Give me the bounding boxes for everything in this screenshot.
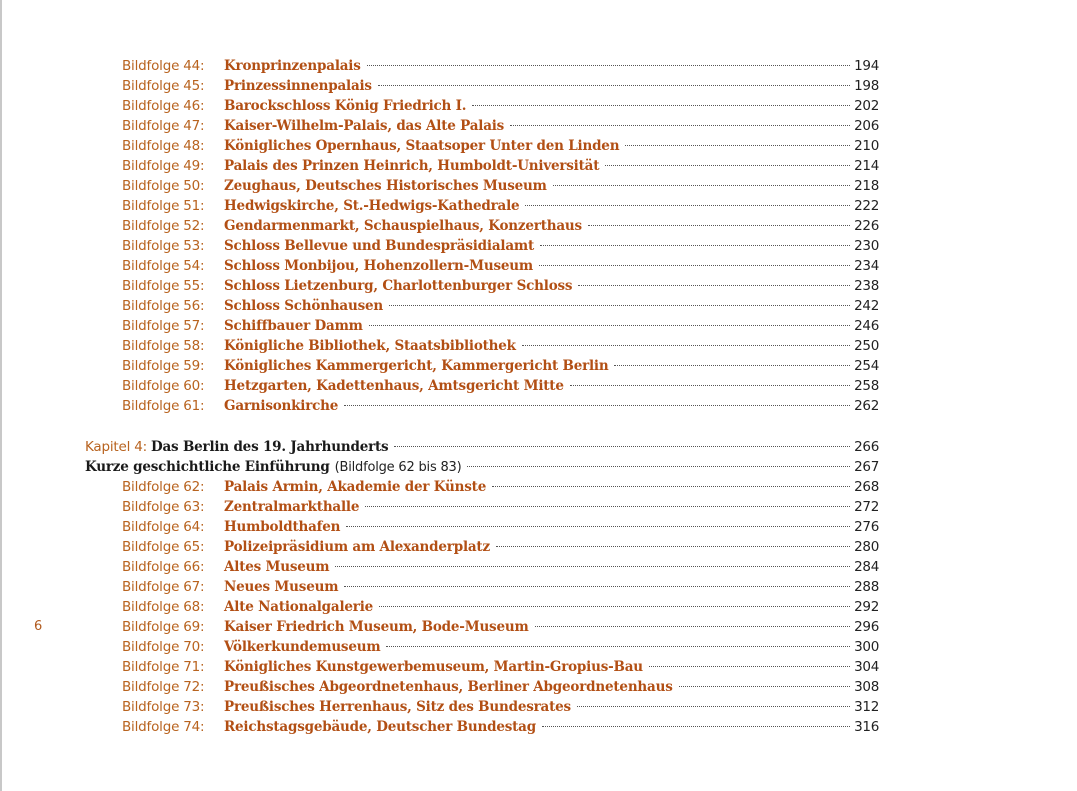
toc-entry[interactable] (122, 236, 879, 256)
dot-leader (496, 546, 850, 547)
entry-number: Bildfolge 56: (122, 298, 205, 314)
entry-page: 284 (854, 559, 879, 575)
dot-leader (588, 225, 850, 226)
entry-title: Königliches Kunstgewerbemuseum, Martin-Gropius-Bau (224, 659, 643, 675)
entry-page: 230 (854, 238, 879, 254)
entry-number: Bildfolge 57: (122, 318, 205, 334)
entry-page: 276 (854, 519, 879, 535)
entry-page: 308 (854, 679, 879, 695)
dot-leader (510, 125, 850, 126)
toc-entry[interactable] (122, 176, 879, 196)
toc-chapter-entry[interactable] (85, 437, 879, 457)
entry-title: Hedwigskirche, St.-Hedwigs-Kathedrale (224, 198, 520, 214)
entry-title: Prinzessinnenpalais (224, 78, 372, 94)
entry-number: Bildfolge 71: (122, 659, 205, 675)
entry-page: 194 (854, 58, 879, 74)
toc-entry[interactable] (122, 56, 879, 76)
toc-entry[interactable] (122, 316, 879, 336)
entry-number: Bildfolge 72: (122, 679, 205, 695)
entry-title: Kaiser-Wilhelm-Palais, das Alte Palais (224, 118, 505, 134)
entry-number: Bildfolge 52: (122, 218, 205, 234)
toc-entry[interactable] (122, 356, 879, 376)
toc-entry[interactable] (122, 577, 879, 597)
toc-entry[interactable] (122, 216, 879, 236)
toc-entry[interactable] (122, 296, 879, 316)
dot-leader (649, 666, 850, 667)
entry-number: Bildfolge 68: (122, 599, 205, 615)
entry-title: Palais Armin, Akademie der Künste (224, 479, 487, 495)
toc-entry[interactable] (122, 256, 879, 276)
entry-title: Königliches Kammergericht, Kammergericht Berlin (224, 358, 609, 374)
entry-page: 292 (854, 599, 879, 615)
entry-title: Schloss Lietzenburg, Charlottenburger Schloss (224, 278, 573, 294)
page-edge-rule (0, 0, 2, 791)
entry-page: 222 (854, 198, 879, 214)
entry-title: Humboldthafen (224, 519, 341, 535)
dot-leader (570, 385, 850, 386)
entry-number: Bildfolge 47: (122, 118, 205, 134)
entry-number: Bildfolge 50: (122, 178, 205, 194)
dot-leader (344, 405, 850, 406)
entry-page: 280 (854, 539, 879, 555)
dot-leader (525, 205, 850, 206)
toc-entry[interactable] (122, 557, 879, 577)
entry-page: 242 (854, 298, 879, 314)
entry-page: 210 (854, 138, 879, 154)
entry-title: Völkerkundemuseum (224, 639, 381, 655)
toc-entry[interactable] (122, 196, 879, 216)
dot-leader (472, 105, 850, 106)
entry-title: Schloss Bellevue und Bundespräsidialamt (224, 238, 534, 254)
entry-number: Bildfolge 49: (122, 158, 205, 174)
entry-title: Neues Museum (224, 579, 339, 595)
entry-page: 246 (854, 318, 879, 334)
chapter-page: 266 (854, 439, 879, 455)
entry-number: Bildfolge 63: (122, 499, 205, 515)
dot-leader (539, 265, 850, 266)
dot-leader (577, 706, 850, 707)
dot-leader (467, 466, 850, 467)
dot-leader (614, 365, 850, 366)
entry-number: Bildfolge 64: (122, 519, 205, 535)
entry-title: Königliche Bibliothek, Staatsbibliothek (224, 338, 516, 354)
dot-leader (540, 245, 850, 246)
toc-entry[interactable] (122, 517, 879, 537)
entry-title: Palais des Prinzen Heinrich, Humboldt-Universität (224, 158, 600, 174)
intro-note: (Bildfolge 62 bis 83) (334, 460, 462, 475)
entry-title: Alte Nationalgalerie (224, 599, 374, 615)
entry-title: Zeughaus, Deutsches Historisches Museum (224, 178, 547, 194)
toc-entry[interactable] (122, 477, 879, 497)
toc-entry[interactable] (122, 537, 879, 557)
entry-number: Bildfolge 66: (122, 559, 205, 575)
entry-page: 226 (854, 218, 879, 234)
entry-page: 238 (854, 278, 879, 294)
entry-number: Bildfolge 69: (122, 619, 205, 635)
dot-leader (492, 486, 850, 487)
entry-page: 312 (854, 699, 879, 715)
intro-page: 267 (854, 459, 879, 475)
entry-title: Altes Museum (224, 559, 330, 575)
toc-entry[interactable] (122, 156, 879, 176)
entry-title: Polizeipräsidium am Alexanderplatz (224, 539, 490, 555)
entry-number: Bildfolge 62: (122, 479, 205, 495)
entry-title: Zentralmarkthalle (224, 499, 360, 515)
entry-title: Schiffbauer Damm (224, 318, 363, 334)
dot-leader (553, 185, 850, 186)
toc-entry[interactable] (122, 396, 879, 416)
dot-leader (365, 506, 850, 507)
dot-leader (625, 145, 850, 146)
entry-number: Bildfolge 45: (122, 78, 205, 94)
entry-title: Barockschloss König Friedrich I. (224, 98, 467, 114)
toc-entry[interactable] (122, 497, 879, 517)
toc-entry[interactable] (122, 116, 879, 136)
toc-entry[interactable] (122, 617, 879, 637)
entry-page: 268 (854, 479, 879, 495)
entry-number: Bildfolge 61: (122, 398, 205, 414)
toc-entry[interactable] (122, 677, 879, 697)
toc-entry[interactable] (122, 136, 879, 156)
entry-page: 258 (854, 378, 879, 394)
entry-number: Bildfolge 54: (122, 258, 205, 274)
entry-title: Schloss Monbijou, Hohenzollern-Museum (224, 258, 533, 274)
dot-leader (578, 285, 850, 286)
entry-title: Preußisches Herrenhaus, Sitz des Bundesrates (224, 699, 571, 715)
entry-number: Bildfolge 44: (122, 58, 205, 74)
entry-title: Schloss Schönhausen (224, 298, 384, 314)
dot-leader (605, 165, 850, 166)
entry-number: Bildfolge 74: (122, 719, 205, 735)
toc-intro-entry[interactable] (85, 457, 879, 477)
entry-title: Kronprinzenpalais (224, 58, 361, 74)
entry-number: Bildfolge 46: (122, 98, 205, 114)
entry-number: Bildfolge 53: (122, 238, 205, 254)
dot-leader (542, 726, 850, 727)
entry-page: 300 (854, 639, 879, 655)
toc-entry[interactable] (122, 697, 879, 717)
entry-page: 214 (854, 158, 879, 174)
chapter-title: Das Berlin des 19. Jahrhunderts (151, 439, 389, 455)
entry-title: Preußisches Abgeordnetenhaus, Berliner Abgeordnetenhaus (224, 679, 673, 695)
dot-leader (335, 566, 850, 567)
dot-leader (522, 345, 850, 346)
entry-title: Gendarmenmarkt, Schauspielhaus, Konzerthaus (224, 218, 582, 234)
entry-number: Bildfolge 58: (122, 338, 205, 354)
entry-page: 304 (854, 659, 879, 675)
entry-page: 262 (854, 398, 879, 414)
entry-page: 206 (854, 118, 879, 134)
dot-leader (386, 646, 850, 647)
entry-number: Bildfolge 51: (122, 198, 205, 214)
dot-leader (389, 305, 850, 306)
dot-leader (344, 586, 850, 587)
dot-leader (679, 686, 851, 687)
entry-page: 202 (854, 98, 879, 114)
dot-leader (394, 446, 850, 447)
toc-entry[interactable] (122, 96, 879, 116)
toc-entry[interactable] (122, 376, 879, 396)
intro-title: Kurze geschichtliche Einführung (85, 459, 330, 475)
entry-title: Garnisonkirche (224, 398, 339, 414)
toc-entry[interactable] (122, 276, 879, 296)
entry-page: 254 (854, 358, 879, 374)
chapter-prefix: Kapitel 4: (85, 439, 147, 455)
page-number: 6 (34, 619, 43, 634)
entry-title: Königliches Opernhaus, Staatsoper Unter den Linden (224, 138, 620, 154)
entry-title: Hetzgarten, Kadettenhaus, Amtsgericht Mitte (224, 378, 564, 394)
toc-entry[interactable] (122, 76, 879, 96)
entry-number: Bildfolge 67: (122, 579, 205, 595)
entry-number: Bildfolge 70: (122, 639, 205, 655)
toc-entry[interactable] (122, 597, 879, 617)
entry-title: Reichstagsgebäude, Deutscher Bundestag (224, 719, 536, 735)
entry-title: Kaiser Friedrich Museum, Bode-Museum (224, 619, 529, 635)
dot-leader (369, 325, 850, 326)
dot-leader (367, 65, 851, 66)
entry-page: 296 (854, 619, 879, 635)
toc-entry[interactable] (122, 637, 879, 657)
entry-number: Bildfolge 55: (122, 278, 205, 294)
entry-page: 288 (854, 579, 879, 595)
entry-page: 272 (854, 499, 879, 515)
entry-number: Bildfolge 60: (122, 378, 205, 394)
toc-entry[interactable] (122, 657, 879, 677)
entry-number: Bildfolge 73: (122, 699, 205, 715)
entry-page: 234 (854, 258, 879, 274)
entry-number: Bildfolge 59: (122, 358, 205, 374)
entry-number: Bildfolge 65: (122, 539, 205, 555)
toc-entry[interactable] (122, 717, 879, 737)
entry-page: 198 (854, 78, 879, 94)
entry-page: 218 (854, 178, 879, 194)
dot-leader (535, 626, 851, 627)
entry-number: Bildfolge 48: (122, 138, 205, 154)
entry-page: 250 (854, 338, 879, 354)
toc-entry[interactable] (122, 336, 879, 356)
entry-page: 316 (854, 719, 879, 735)
dot-leader (379, 606, 850, 607)
dot-leader (346, 526, 850, 527)
dot-leader (378, 85, 850, 86)
